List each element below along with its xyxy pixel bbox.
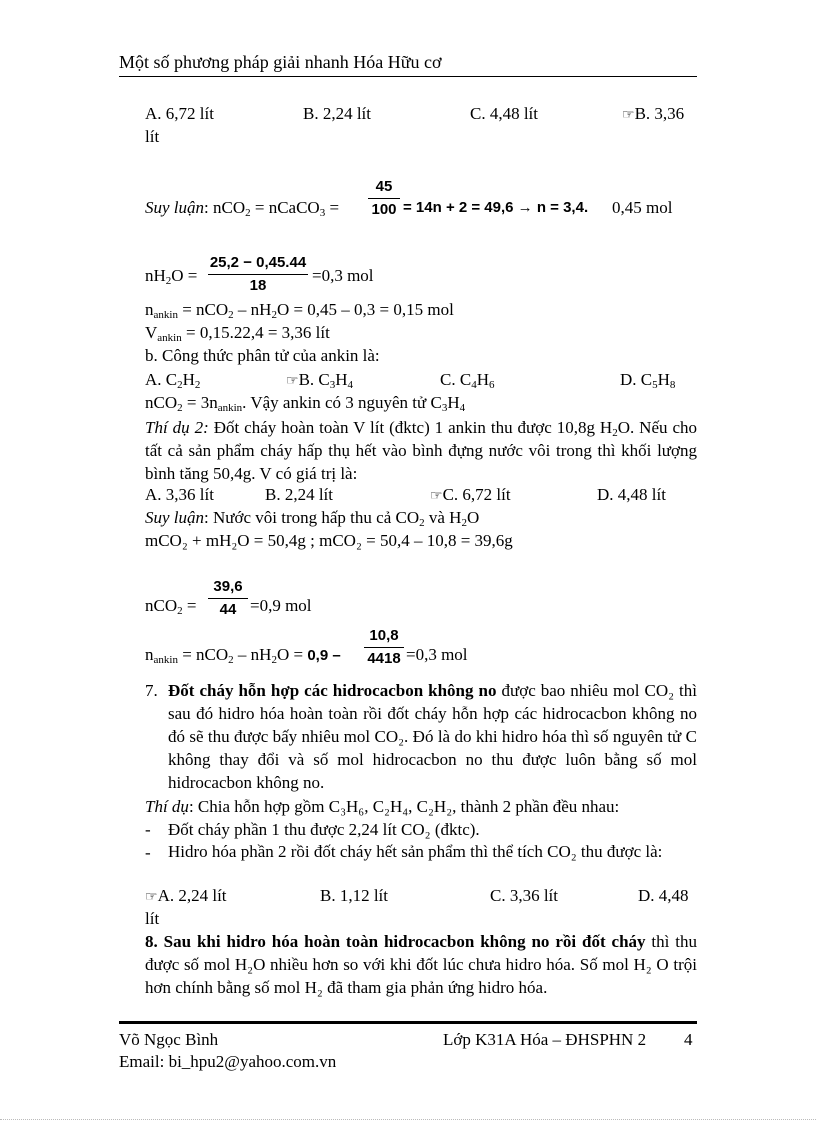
header-rule [119, 76, 697, 77]
nh2o-label: $nH_2O$ = [145, 266, 198, 287]
fraction-h2o: 25,2 − 0,45.44 18 [209, 254, 307, 294]
page-number: 4 [684, 1030, 693, 1049]
bullet-1: Đốt cháy phần 1 thu được 2,24 lít CO₂ (đktc). [168, 820, 480, 839]
fraction-10-8: 10,8 4418 [364, 627, 404, 668]
option-d: D. $C_5H_8$ [620, 370, 676, 391]
option-b: B. 2,24 lít [265, 485, 334, 504]
nankin-line: $n_{ankin} = nCO_2 - nH_2O = 0,45 - 0,3 = 0,15$ mol [145, 300, 454, 321]
equation-n: = 14n + 2 = 49,6 → n = 3,4. [403, 199, 589, 216]
question-b: b. Công thức phân tử của ankin là: [145, 346, 380, 365]
suy-luan-2: Suy luận: Nước vôi trong hấp thu cả $CO_2$ và $H_2O$ [145, 508, 480, 529]
option-d: D. 4,48 lít [597, 485, 666, 504]
option-c: C. 4,48 lít [470, 104, 539, 123]
option-d: D. 4,48 [638, 886, 689, 905]
nankin-2-value: =0,3 mol [406, 645, 468, 664]
option-c: C. 3,36 lít [490, 886, 559, 905]
bullet-dash: - [145, 843, 151, 862]
flag-icon: ☞ [286, 374, 299, 389]
bullet-2: Hidro hóa phần 2 rồi đốt cháy hết sản phẩm thì thể tích CO₂ thu được là: [168, 842, 663, 861]
flag-icon: ☞ [622, 108, 635, 123]
flag-icon: ☞ [145, 890, 158, 905]
fraction-45-100: 45 100 [368, 178, 400, 219]
flag-icon: ☞ [430, 489, 443, 504]
example-3: Thí dụ: Chia hỗn hợp gồm C₃H₆, C₂H₄, C₂H₂, thành 2 phần đều nhau: [145, 797, 620, 816]
page-bottom-dots [0, 1119, 816, 1121]
item-7-text: Đốt cháy hỗn hợp các hidrocacbon không no được bao nhiêu mol CO₂ thì sau đó hidro hóa hoàn toàn rồi đốt cháy hỗn hợp các hidrocacbon không no đó sẽ thu được bấy nhiêu mol CO₂. Đó là do khi hidro hóa thì số nguyên tử C không thay đổi và số mol hidrocacbon no thu được luôn bằng số mol hidrocacbon không no. [168, 681, 698, 792]
answer-option: ☞C. 6,72 lít [430, 485, 511, 504]
item-8-text: 8. Sau khi hidro hóa hoàn toàn hidrocacbon không no rồi đốt cháy thì thu được số mol H₂O nhiều hơn so với khi đốt lúc chưa hidro hóa. Số mol H₂ O trội hơn chính bằng số mol H₂ đã tham gia phản ứng hidro hóa. [145, 932, 698, 997]
vankin-line: $V_{ankin} = 0,15.22,4 = 3,36$ lít [145, 323, 330, 344]
option-c: C. $C_4H_6$ [440, 370, 495, 391]
nco2-line: $nCO_2 = 3n_{ankin}$. Vậy ankin có 3 nguyên tử $C_3H_4$ [145, 393, 466, 414]
answer-option: ☞B. $C_3H_4$ [286, 370, 354, 391]
footer-author: Võ Ngọc Bình [119, 1030, 219, 1049]
footer-email: Email: bi_hpu2@yahoo.com.vn [119, 1052, 337, 1071]
option-b: B. 1,12 lít [320, 886, 389, 905]
option-continuation: lít [145, 127, 160, 146]
option-a: A. $C_2H_2$ [145, 370, 201, 391]
option-a: A. 6,72 lít [145, 104, 214, 123]
page-header-title: Một số phương pháp giải nhanh Hóa Hữu cơ [119, 52, 442, 72]
fraction-39-44: 39,6 44 [208, 578, 248, 619]
mol-value: 0,45 mol [612, 198, 673, 217]
example-2: Thí dụ 2: Đốt cháy hoàn toàn V lít (đktc) 1 ankin thu được 10,8g $H_2O$. Nếu cho tất cả sản phẩm cháy hấp thụ hết vào bình đựng nước vôi trong thì khối lượng bình tăng 50,4g. V có giá trị là: [145, 418, 697, 483]
option-b: B. 2,24 lít [303, 104, 372, 123]
answer-option: ☞B. 3,36 [622, 104, 685, 123]
bullet-dash: - [145, 820, 151, 839]
option-continuation: lít [145, 909, 160, 928]
nco2-label: nCO$_2$ = [145, 596, 197, 617]
nankin-2-line: $n_{ankin} = nCO_2 - nH_2O = 0,9$ – [145, 645, 341, 666]
item-7-number: 7. [145, 681, 158, 700]
option-a: A. 3,36 lít [145, 485, 214, 504]
suy-luan-line: Suy luận: nCO$_2$ = nCaCO$_3$ = [145, 198, 340, 219]
nco2-value: =0,9 mol [250, 596, 312, 615]
footer-rule [119, 1021, 697, 1024]
footer-class: Lớp K31A Hóa – ĐHSPHN 2 [443, 1030, 647, 1049]
mass-line: mCO₂ + mH₂O = 50,4g ; mCO₂ = 50,4 – 10,8 = 39,6g [145, 531, 513, 550]
answer-option: ☞A. 2,24 lít [145, 886, 227, 905]
nh2o-value: =0,3 mol [312, 266, 374, 285]
